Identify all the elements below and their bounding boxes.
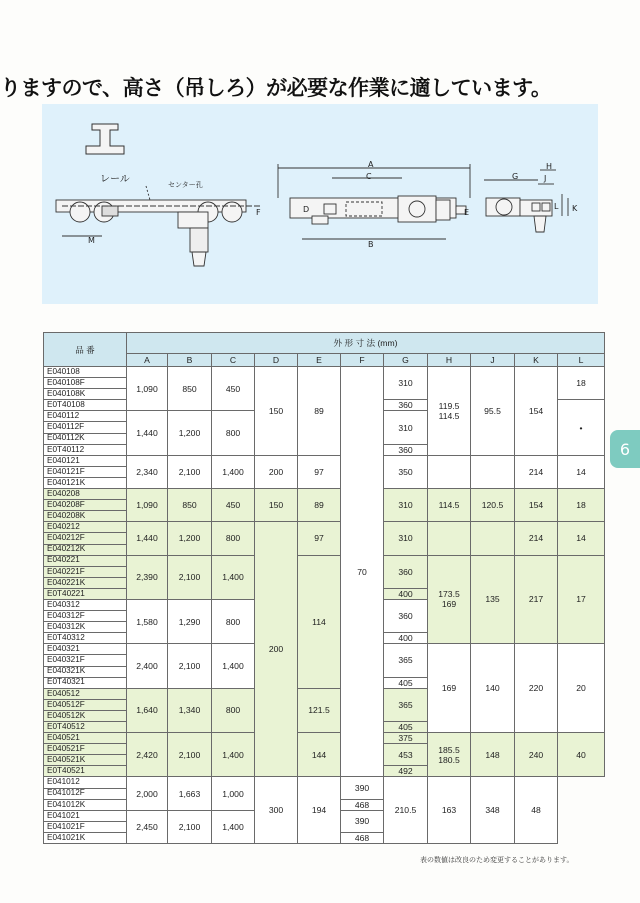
value-cell-g: 390	[341, 810, 384, 832]
value-cell-l: 18	[558, 367, 605, 400]
value-cell-b: 2,100	[168, 810, 212, 843]
value-cell-a: 2,450	[127, 810, 168, 843]
value-cell-j	[471, 522, 515, 555]
header-b: B	[168, 354, 212, 367]
part-number-cell: E0T40321	[44, 677, 127, 688]
dim-label-l: L	[554, 202, 559, 211]
value-cell-h: 169	[428, 644, 471, 733]
value-cell-g: 310	[384, 411, 428, 444]
part-number-cell: E0T40312	[44, 633, 127, 644]
value-cell-e: 144	[298, 733, 341, 777]
part-number-cell: E040112	[44, 411, 127, 422]
dim-label-c: C	[366, 172, 372, 181]
value-cell-d: 150	[255, 367, 298, 456]
value-cell-h: 114.5	[428, 489, 471, 522]
header-c: C	[212, 354, 255, 367]
value-cell-c: 800	[212, 411, 255, 455]
value-cell-h: 119.5 114.5	[428, 367, 471, 456]
value-cell-c: 1,400	[212, 644, 255, 688]
part-number-cell: E041012F	[44, 788, 127, 799]
value-cell-g: 365	[384, 688, 428, 721]
value-cell-g: 360	[384, 599, 428, 632]
value-cell-b: 2,100	[168, 644, 212, 688]
value-cell-l: 48	[515, 777, 558, 844]
part-number-cell: E040521	[44, 733, 127, 744]
value-cell-b: 2,100	[168, 733, 212, 777]
part-number-cell: E040208K	[44, 511, 127, 522]
value-cell-g: 468	[341, 799, 384, 810]
value-cell-h	[428, 455, 471, 488]
dim-label-m: M	[88, 236, 95, 245]
header-part: 品 番	[44, 333, 127, 367]
value-cell-c: 1,400	[212, 555, 255, 599]
value-cell-c: 450	[212, 367, 255, 411]
value-cell-g: 400	[384, 588, 428, 599]
part-number-cell: E040512	[44, 688, 127, 699]
header-k: K	[515, 354, 558, 367]
dim-label-d: D	[303, 205, 310, 214]
value-cell-c: 450	[212, 489, 255, 522]
top-view	[278, 164, 470, 239]
part-number-cell: E040321K	[44, 666, 127, 677]
part-number-cell: E040121K	[44, 477, 127, 488]
part-number-cell: E040221	[44, 555, 127, 566]
table-row	[44, 367, 605, 378]
value-cell-k: 220	[515, 644, 558, 733]
value-cell-a: 1,440	[127, 522, 168, 555]
value-cell-c: 800	[212, 599, 255, 643]
value-cell-g: 350	[384, 455, 428, 488]
value-cell-j: 148	[471, 733, 515, 777]
part-number-cell: E041021K	[44, 832, 127, 843]
header-h: H	[428, 354, 471, 367]
table-row	[44, 489, 605, 500]
value-cell-j: 163	[428, 777, 471, 844]
table-row	[44, 777, 605, 788]
part-number-cell: E040321F	[44, 655, 127, 666]
part-number-cell: E040521K	[44, 755, 127, 766]
value-cell-l: •	[558, 400, 605, 455]
header-l: L	[558, 354, 605, 367]
value-cell-a: 1,440	[127, 411, 168, 455]
part-number-cell: E041012	[44, 777, 127, 788]
dim-label-j: J	[544, 174, 547, 183]
value-cell-h	[428, 522, 471, 555]
end-view	[484, 170, 568, 232]
value-cell-j: 140	[471, 644, 515, 733]
part-number-cell: E040512K	[44, 710, 127, 721]
side-view	[56, 186, 262, 266]
part-number-cell: E040121F	[44, 466, 127, 477]
value-cell-b: 850	[168, 489, 212, 522]
rail-label: レール	[100, 174, 130, 185]
value-cell-g: 360	[384, 400, 428, 411]
value-cell-g: 405	[384, 677, 428, 688]
header-e: E	[298, 354, 341, 367]
dim-label-k: K	[572, 204, 578, 213]
value-cell-a: 2,390	[127, 555, 168, 599]
value-cell-b: 1,290	[168, 599, 212, 643]
part-number-cell: E0T40112	[44, 444, 127, 455]
part-number-cell: E0T40108	[44, 400, 127, 411]
part-number-cell: E040208	[44, 489, 127, 500]
header-dims: 外 形 寸 法 (mm)	[127, 333, 605, 354]
value-cell-h: 210.5	[384, 777, 428, 844]
part-number-cell: E040512F	[44, 699, 127, 710]
value-cell-b: 2,100	[168, 555, 212, 599]
dim-label-g: G	[512, 172, 519, 181]
header-g: G	[384, 354, 428, 367]
value-cell-e: 97	[298, 522, 341, 555]
value-cell-k: 214	[515, 522, 558, 555]
rail-profile-icon	[86, 124, 124, 154]
value-cell-g: 360	[384, 555, 428, 588]
part-number-cell: E040221K	[44, 577, 127, 588]
value-cell-j: 95.5	[471, 367, 515, 456]
value-cell-g: 365	[384, 644, 428, 677]
value-cell-f: 70	[341, 367, 384, 777]
value-cell-g: 405	[384, 722, 428, 733]
value-cell-a: 1,580	[127, 599, 168, 643]
header-f: F	[341, 354, 384, 367]
value-cell-a: 2,400	[127, 644, 168, 688]
value-cell-l: 14	[558, 455, 605, 488]
spec-table	[43, 332, 605, 844]
value-cell-a: 2,000	[127, 777, 168, 810]
value-cell-j: 135	[471, 555, 515, 644]
page-tab: 6	[610, 430, 640, 468]
value-cell-g: 310	[384, 367, 428, 400]
value-cell-b: 2,100	[168, 455, 212, 488]
value-cell-c: 1,400	[212, 455, 255, 488]
value-cell-l: 40	[558, 733, 605, 777]
value-cell-a: 2,340	[127, 455, 168, 488]
part-number-cell: E041021F	[44, 821, 127, 832]
value-cell-b: 1,663	[168, 777, 212, 810]
value-cell-g: 400	[384, 633, 428, 644]
part-number-cell: E040112K	[44, 433, 127, 444]
value-cell-d: 150	[255, 489, 298, 522]
value-cell-e: 89	[298, 489, 341, 522]
table-row	[44, 455, 605, 466]
part-number-cell: E040208F	[44, 500, 127, 511]
value-cell-a: 2,420	[127, 733, 168, 777]
part-number-cell: E0T40221	[44, 588, 127, 599]
part-number-cell: E040321	[44, 644, 127, 655]
value-cell-k: 217	[515, 555, 558, 644]
center-hole-label: センター孔	[168, 181, 203, 189]
spec-table-body	[44, 367, 605, 844]
value-cell-j: 120.5	[471, 489, 515, 522]
value-cell-b: 850	[168, 367, 212, 411]
header-j: J	[471, 354, 515, 367]
value-cell-c: 800	[212, 522, 255, 555]
part-number-cell: E041012K	[44, 799, 127, 810]
dim-label-f: F	[256, 208, 261, 217]
table-row	[44, 522, 605, 533]
dim-label-h: H	[546, 162, 553, 171]
value-cell-d: 300	[255, 777, 298, 844]
value-cell-e: 89	[298, 367, 341, 456]
value-cell-l: 14	[558, 522, 605, 555]
part-number-cell: E040212F	[44, 533, 127, 544]
part-number-cell: E040221F	[44, 566, 127, 577]
value-cell-d: 200	[255, 455, 298, 488]
value-cell-c: 800	[212, 688, 255, 732]
value-cell-g: 360	[384, 444, 428, 455]
value-cell-c: 1,400	[212, 810, 255, 843]
part-number-cell: E040212	[44, 522, 127, 533]
value-cell-h: 173.5 169	[428, 555, 471, 644]
part-number-cell: E040521F	[44, 744, 127, 755]
value-cell-b: 1,340	[168, 688, 212, 732]
table-row	[44, 555, 605, 566]
part-number-cell: E040112F	[44, 422, 127, 433]
headline: りますので、高さ（吊しろ）が必要な作業に適しています。	[0, 76, 552, 100]
value-cell-h: 185.5 180.5	[428, 733, 471, 777]
value-cell-b: 1,200	[168, 522, 212, 555]
value-cell-j	[471, 455, 515, 488]
value-cell-g: 310	[384, 489, 428, 522]
value-cell-e: 97	[298, 455, 341, 488]
table-row	[44, 733, 605, 744]
dim-label-a: A	[368, 160, 374, 169]
value-cell-l: 20	[558, 644, 605, 733]
value-cell-g: 375	[384, 733, 428, 744]
value-cell-g: 310	[384, 522, 428, 555]
part-number-cell: E040108F	[44, 378, 127, 389]
value-cell-b: 1,200	[168, 411, 212, 455]
footnote: 表の数値は改良のため変更することがあります。	[420, 856, 574, 864]
part-number-cell: E040312F	[44, 611, 127, 622]
value-cell-g: 390	[341, 777, 384, 799]
value-cell-k: 154	[515, 489, 558, 522]
value-cell-g: 453	[384, 744, 428, 766]
header-d: D	[255, 354, 298, 367]
dim-label-b: B	[368, 240, 374, 249]
hoist-drawing-svg	[42, 104, 598, 304]
value-cell-l: 18	[558, 489, 605, 522]
value-cell-e: 194	[298, 777, 341, 844]
value-cell-k: 240	[515, 733, 558, 777]
value-cell-a: 1,090	[127, 367, 168, 411]
header-a: A	[127, 354, 168, 367]
part-number-cell: E040212K	[44, 544, 127, 555]
dim-label-e: E	[464, 208, 470, 217]
dimension-drawing	[42, 104, 598, 304]
value-cell-l: 17	[558, 555, 605, 644]
part-number-cell: E0T40521	[44, 766, 127, 777]
value-cell-a: 1,090	[127, 489, 168, 522]
value-cell-d: 200	[255, 522, 298, 777]
value-cell-e: 114	[298, 555, 341, 688]
part-number-cell: E041021	[44, 810, 127, 821]
value-cell-g: 468	[341, 832, 384, 843]
value-cell-k: 154	[515, 367, 558, 456]
value-cell-e: 121.5	[298, 688, 341, 732]
value-cell-a: 1,640	[127, 688, 168, 732]
part-number-cell: E040121	[44, 455, 127, 466]
value-cell-k: 214	[515, 455, 558, 488]
part-number-cell: E040108	[44, 367, 127, 378]
part-number-cell: E040108K	[44, 389, 127, 400]
value-cell-g: 492	[384, 766, 428, 777]
part-number-cell: E040312K	[44, 622, 127, 633]
value-cell-c: 1,000	[212, 777, 255, 810]
value-cell-k: 348	[471, 777, 515, 844]
part-number-cell: E0T40512	[44, 722, 127, 733]
part-number-cell: E040312	[44, 599, 127, 610]
value-cell-c: 1,400	[212, 733, 255, 777]
